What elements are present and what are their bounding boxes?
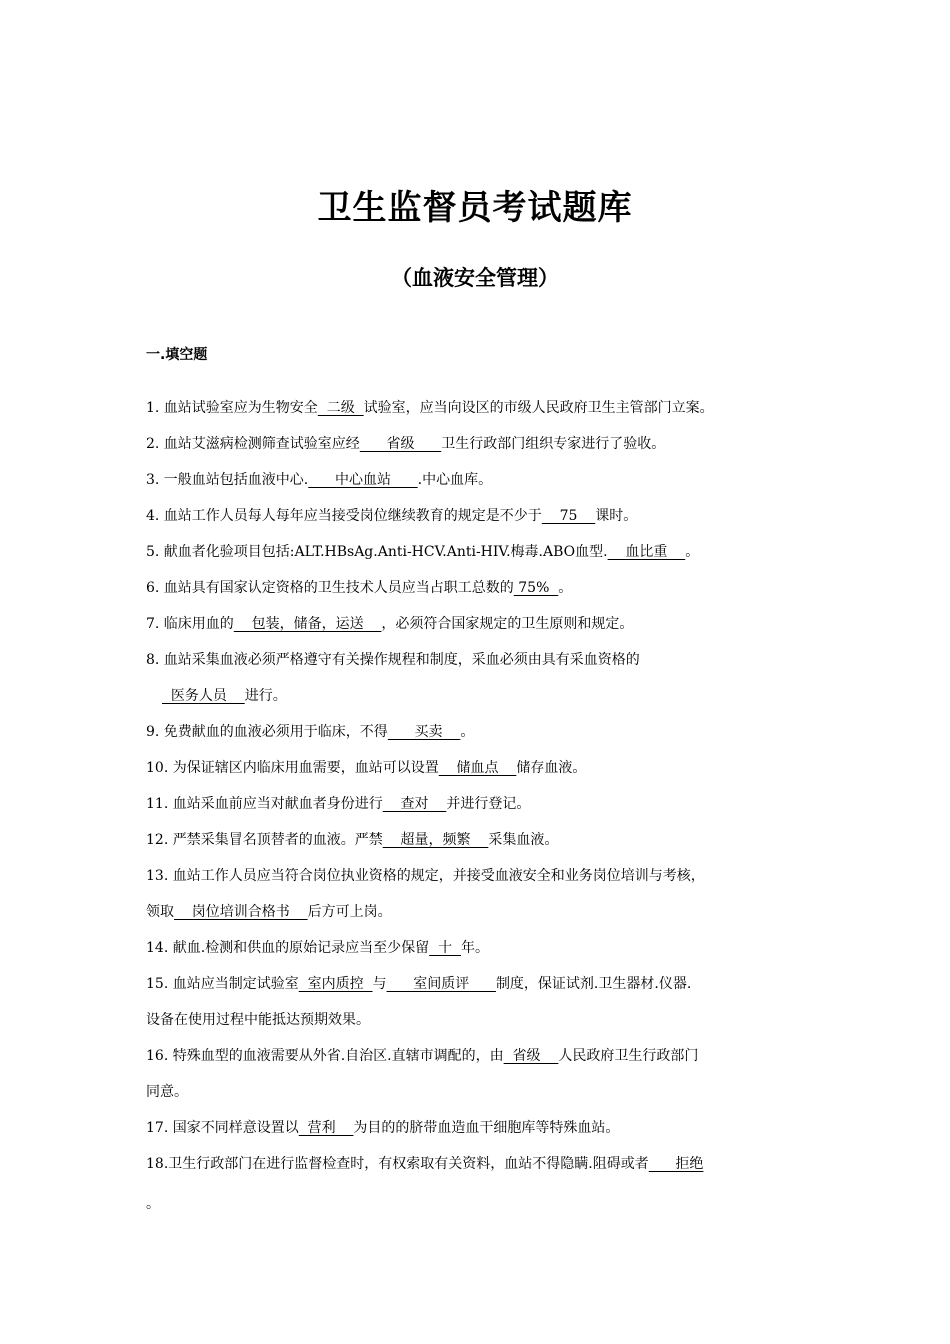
question-text: 15. 血站应当制定试验室 xyxy=(146,976,299,992)
page-title: 卫生监督员考试题库 xyxy=(317,188,633,228)
answer-blank: 省级 xyxy=(359,436,442,452)
question-text: 后方可上岗。 xyxy=(307,904,392,920)
question-text: 16. 特殊血型的血液需要从外省.自治区.直辖市调配的，由 xyxy=(146,1048,504,1064)
question-text: 6. 血站具有国家认定资格的卫生技术人员应当占职工总数的 xyxy=(146,580,514,596)
question-text: 课时。 xyxy=(595,508,638,524)
question-line xyxy=(146,506,637,526)
answer-blank: 储血点 xyxy=(438,760,517,776)
question-line xyxy=(146,866,705,886)
question-text: 并进行登记。 xyxy=(446,796,531,812)
question-text: 5. 献血者化验项目包括:ALT.HBsAg.Anti-HCV.Anti-HIV.梅毒.ABO血型. xyxy=(146,544,608,560)
question-text: 12. 严禁采集冒名顶替者的血液。严禁 xyxy=(146,832,383,848)
question-text: 7. 临床用血的 xyxy=(146,616,234,632)
question-text: 人民政府卫生行政部门 xyxy=(558,1048,699,1064)
question-text: 卫生行政部门组织专家进行了验收。 xyxy=(441,436,666,452)
question-text: 。 xyxy=(146,1196,160,1212)
question-text: 2. 血站艾滋病检测筛查试验室应经 xyxy=(146,436,360,452)
question-text: 进行。 xyxy=(244,688,287,704)
question-line xyxy=(146,974,691,994)
answer-blank: 中心血站 xyxy=(308,472,418,488)
question-line xyxy=(146,1082,188,1102)
question-line xyxy=(146,830,558,850)
question-line xyxy=(146,1118,619,1138)
question-line xyxy=(146,434,665,454)
answer-blank: 75% xyxy=(513,580,559,596)
answer-blank: 室内质控 xyxy=(298,976,373,992)
page-subtitle: （血液安全管理） xyxy=(391,266,559,290)
question-line xyxy=(146,542,699,562)
question-line xyxy=(146,578,572,598)
answer-blank: 医务人员 xyxy=(162,688,245,704)
answer-blank: 岗位培训合格书 xyxy=(174,904,308,920)
question-line xyxy=(146,902,392,922)
question-text: 制度，保证试剂.卫生器材.仪器. xyxy=(495,976,692,992)
question-text: 设备在使用过程中能抵达预期效果。 xyxy=(146,1012,370,1028)
question-text: 18.卫生行政部门在进行监督检查时，有权索取有关资料，血站不得隐瞒.阻碍或者 xyxy=(146,1156,649,1172)
answer-blank: 超量，频繁 xyxy=(382,832,489,848)
question-text: 11. 血站采血前应当对献血者身份进行 xyxy=(146,796,383,812)
question-text: 试验室，应当向设区的市级人民政府卫生主管部门立案。 xyxy=(363,400,714,416)
answer-blank: 营利 xyxy=(298,1120,354,1136)
question-text: 。 xyxy=(558,580,573,596)
question-text: 年。 xyxy=(460,940,489,956)
question-text: 10. 为保证辖区内临床用血需要，血站可以设置 xyxy=(146,760,439,776)
answer-blank: 拒绝 xyxy=(648,1156,704,1172)
question-line xyxy=(146,722,474,742)
answer-blank: 省级 xyxy=(503,1048,559,1064)
question-text: 采集血液。 xyxy=(488,832,559,848)
question-line xyxy=(162,686,287,706)
question-text: 。 xyxy=(460,724,475,740)
answer-blank: 买卖 xyxy=(387,724,461,740)
question-text: 3. 一般血站包括血液中心. xyxy=(146,472,309,488)
question-line xyxy=(146,794,530,814)
answer-blank: 室间质评 xyxy=(386,976,496,992)
question-line xyxy=(146,398,714,418)
question-text: 4. 血站工作人员每人每年应当接受岗位继续教育的规定是不少于 xyxy=(146,508,542,524)
question-text: ，必须符合国家规定的卫生原则和规定。 xyxy=(381,616,634,632)
question-text: 与 xyxy=(372,976,387,992)
question-text: 13. 血站工作人员应当符合岗位执业资格的规定，并接受血液安全和业务岗位培训与考核， xyxy=(146,868,705,884)
question-text: .中心血库。 xyxy=(417,472,493,488)
question-line xyxy=(146,1046,698,1066)
answer-blank: 75 xyxy=(541,508,596,524)
question-text: 为目的的脐带血造血干细胞库等特殊血站。 xyxy=(353,1120,620,1136)
question-text: 14. 献血.检测和供血的原始记录应当至少保留 xyxy=(146,940,430,956)
section-heading: 一.填空题 xyxy=(146,347,208,363)
answer-blank: 血比重 xyxy=(607,544,686,560)
question-line xyxy=(146,650,640,670)
question-line xyxy=(146,1010,370,1030)
question-text: 17. 国家不同样意设置以 xyxy=(146,1120,299,1136)
answer-blank: 二级 xyxy=(317,400,364,416)
question-text: 1. 血站试验室应为生物安全 xyxy=(146,400,318,416)
question-line xyxy=(146,614,633,634)
answer-blank: 十 xyxy=(429,940,461,956)
answer-blank: 查对 xyxy=(382,796,447,812)
question-line xyxy=(146,938,489,958)
question-text: 9. 免费献血的血液必须用于临床，不得 xyxy=(146,724,388,740)
question-line xyxy=(146,1194,160,1214)
question-text: 8. 血站采集血液必须严格遵守有关操作规程和制度，采血必须由具有采血资格的 xyxy=(146,652,640,668)
question-line xyxy=(146,1154,703,1174)
question-text: 领取 xyxy=(146,904,174,920)
question-text: 同意。 xyxy=(146,1084,188,1100)
answer-blank: 包装，储备，运送 xyxy=(233,616,382,632)
question-text: 。 xyxy=(685,544,700,560)
question-line xyxy=(146,470,492,490)
question-line xyxy=(146,758,586,778)
question-text: 储存血液。 xyxy=(516,760,587,776)
